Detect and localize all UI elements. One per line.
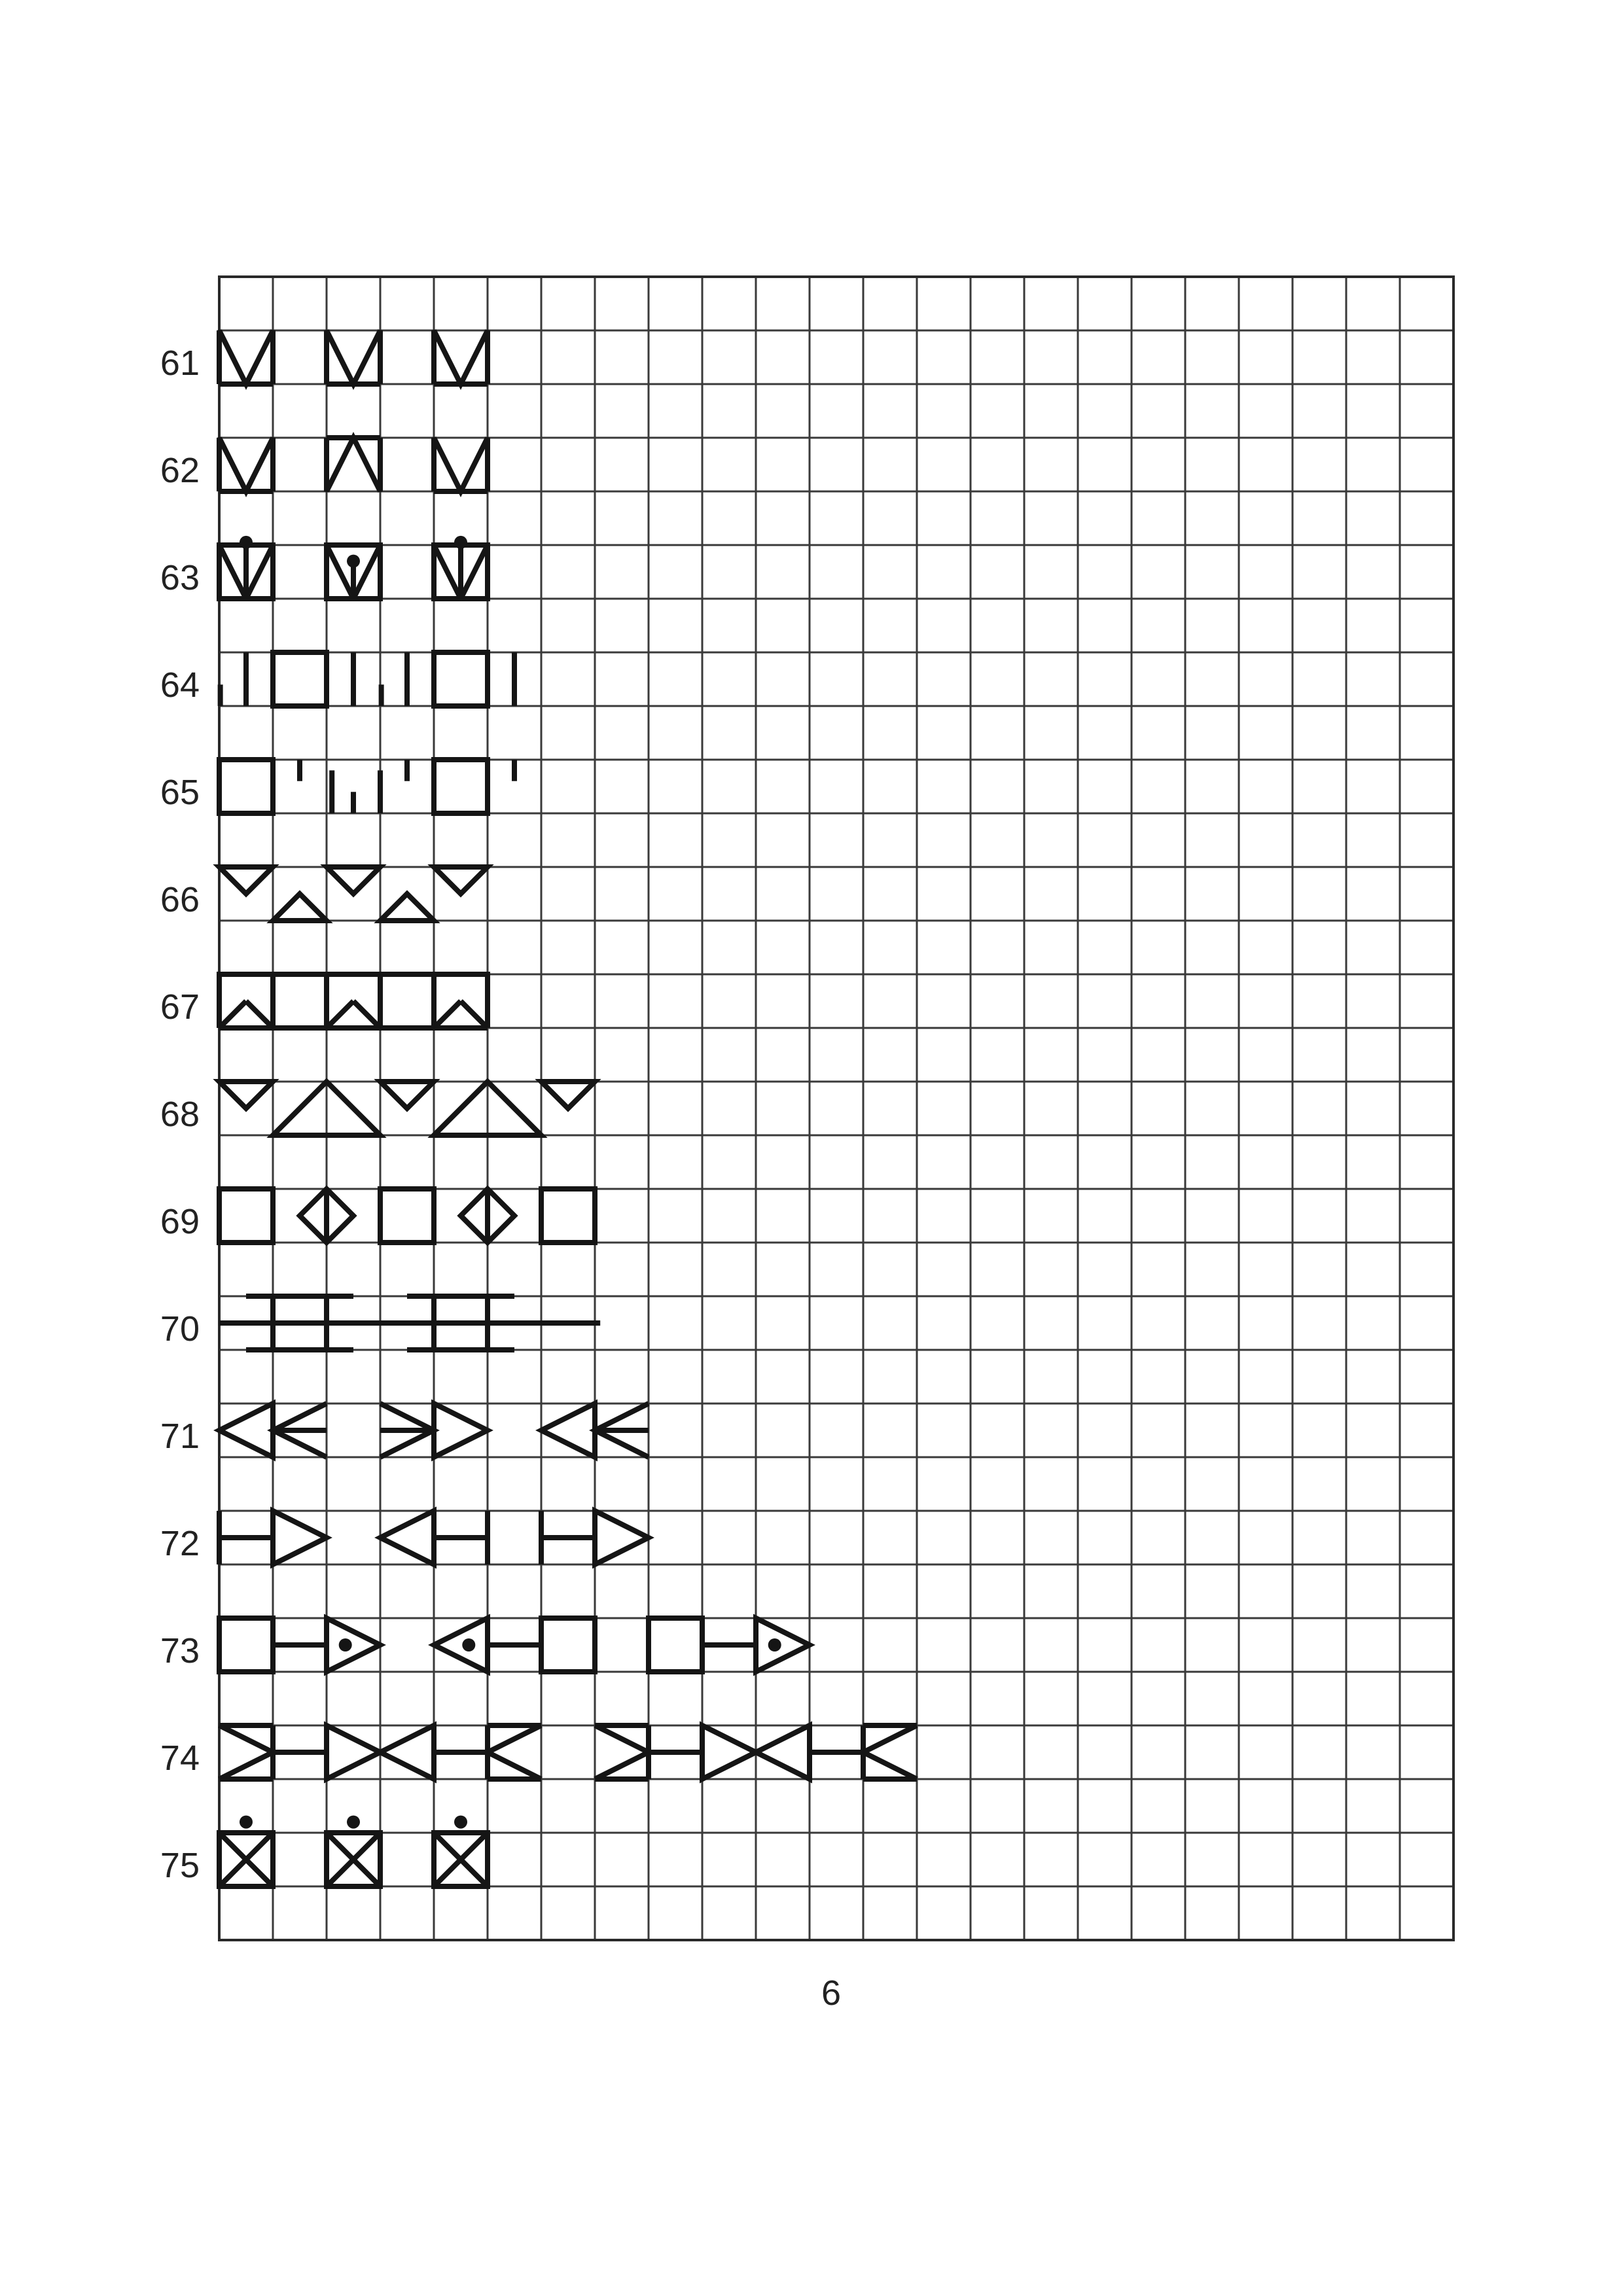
pattern-dot [339, 1638, 352, 1651]
pattern-path [273, 974, 327, 1028]
pattern-row-63 [219, 536, 488, 599]
row-number-75: 75 [160, 1846, 200, 1885]
pattern-row-68 [219, 1082, 595, 1135]
pattern-row-66 [219, 867, 488, 921]
pattern-shape [273, 1511, 327, 1564]
pattern-row-62 [219, 438, 488, 491]
pattern-dot [454, 536, 467, 549]
pattern-shape [380, 894, 434, 921]
pattern-square [541, 1618, 595, 1672]
pattern-shape [756, 1725, 810, 1779]
pattern-path [219, 438, 273, 491]
pattern-path [327, 438, 380, 491]
pattern-shape [380, 1082, 434, 1108]
pattern-shape [434, 1618, 488, 1672]
pattern-line [246, 1001, 273, 1028]
pattern-dot [462, 1638, 475, 1651]
pattern-line [353, 1001, 380, 1028]
pattern-row-65 [219, 760, 514, 813]
pattern-path [219, 330, 273, 384]
pattern-shape [434, 1404, 488, 1457]
pattern-path [434, 438, 488, 491]
pattern-row-69 [219, 1189, 595, 1243]
pattern-row-71 [219, 1404, 649, 1457]
pattern-shape [273, 894, 327, 921]
pattern-path [595, 1725, 649, 1779]
pattern-square [273, 652, 327, 706]
row-number-70: 70 [160, 1309, 200, 1349]
pattern-shape [434, 867, 488, 894]
pattern-row-73 [219, 1618, 810, 1672]
pattern-dot [454, 1816, 467, 1829]
row-number-66: 66 [160, 880, 200, 919]
pattern-path [219, 1725, 273, 1779]
pattern-line [434, 545, 461, 599]
pattern-line [246, 545, 273, 599]
pattern-line [461, 545, 488, 599]
pattern-line [461, 1001, 488, 1028]
pattern-row-61 [219, 330, 488, 384]
pattern-shape [595, 1511, 649, 1564]
page-number: 6 [821, 1973, 842, 2013]
pattern-line [327, 1001, 353, 1028]
pattern-line [219, 545, 246, 599]
pattern-shape [756, 1618, 810, 1672]
row-number-62: 62 [160, 451, 200, 490]
pattern-shape [702, 1725, 756, 1779]
pattern-shape [327, 1618, 380, 1672]
row-number-74: 74 [160, 1739, 200, 1778]
pattern-square [541, 1189, 595, 1243]
row-number-72: 72 [160, 1524, 200, 1563]
pattern-row-75 [219, 1816, 488, 1886]
pattern-square [434, 760, 488, 813]
pattern-figures [219, 330, 917, 1886]
pattern-shape [327, 867, 380, 894]
pattern-shape [327, 1725, 380, 1779]
pattern-shape [541, 1404, 595, 1457]
pattern-dot [240, 536, 253, 549]
pattern-row-70 [219, 1296, 600, 1350]
pattern-row-72 [219, 1511, 649, 1564]
pattern-path [434, 330, 488, 384]
pattern-line [353, 545, 380, 599]
row-number-68: 68 [160, 1095, 200, 1134]
row-number-73: 73 [160, 1631, 200, 1670]
row-number-67: 67 [160, 987, 200, 1027]
pattern-shape [219, 1404, 273, 1457]
pattern-row-64 [221, 652, 514, 706]
pattern-line [327, 545, 353, 599]
pattern-dot [768, 1638, 781, 1651]
pattern-square [219, 760, 273, 813]
pattern-path [488, 1725, 541, 1779]
pattern-path [380, 974, 434, 1028]
pattern-dot [347, 555, 360, 568]
pattern-dot [240, 1816, 253, 1829]
row-number-63: 63 [160, 558, 200, 597]
pattern-square [380, 1189, 434, 1243]
pattern-line [219, 1001, 246, 1028]
pattern-shape [219, 1082, 273, 1108]
pattern-square [649, 1618, 702, 1672]
row-number-labels [160, 344, 200, 1885]
row-number-64: 64 [160, 665, 200, 705]
row-number-65: 65 [160, 773, 200, 812]
pattern-row-74 [219, 1725, 917, 1779]
pattern-shape [541, 1082, 595, 1108]
row-number-71: 71 [160, 1417, 200, 1456]
pattern-square [434, 652, 488, 706]
pattern-path [327, 330, 380, 384]
pattern-line [434, 1001, 461, 1028]
pattern-shape [380, 1511, 434, 1564]
row-number-69: 69 [160, 1202, 200, 1241]
pattern-dot [347, 1816, 360, 1829]
pattern-shape [219, 867, 273, 894]
pattern-shape [380, 1725, 434, 1779]
row-number-61: 61 [160, 344, 200, 383]
pattern-path [863, 1725, 917, 1779]
pattern-row-67 [219, 974, 488, 1028]
pattern-square [219, 1618, 273, 1672]
pattern-square [219, 1189, 273, 1243]
